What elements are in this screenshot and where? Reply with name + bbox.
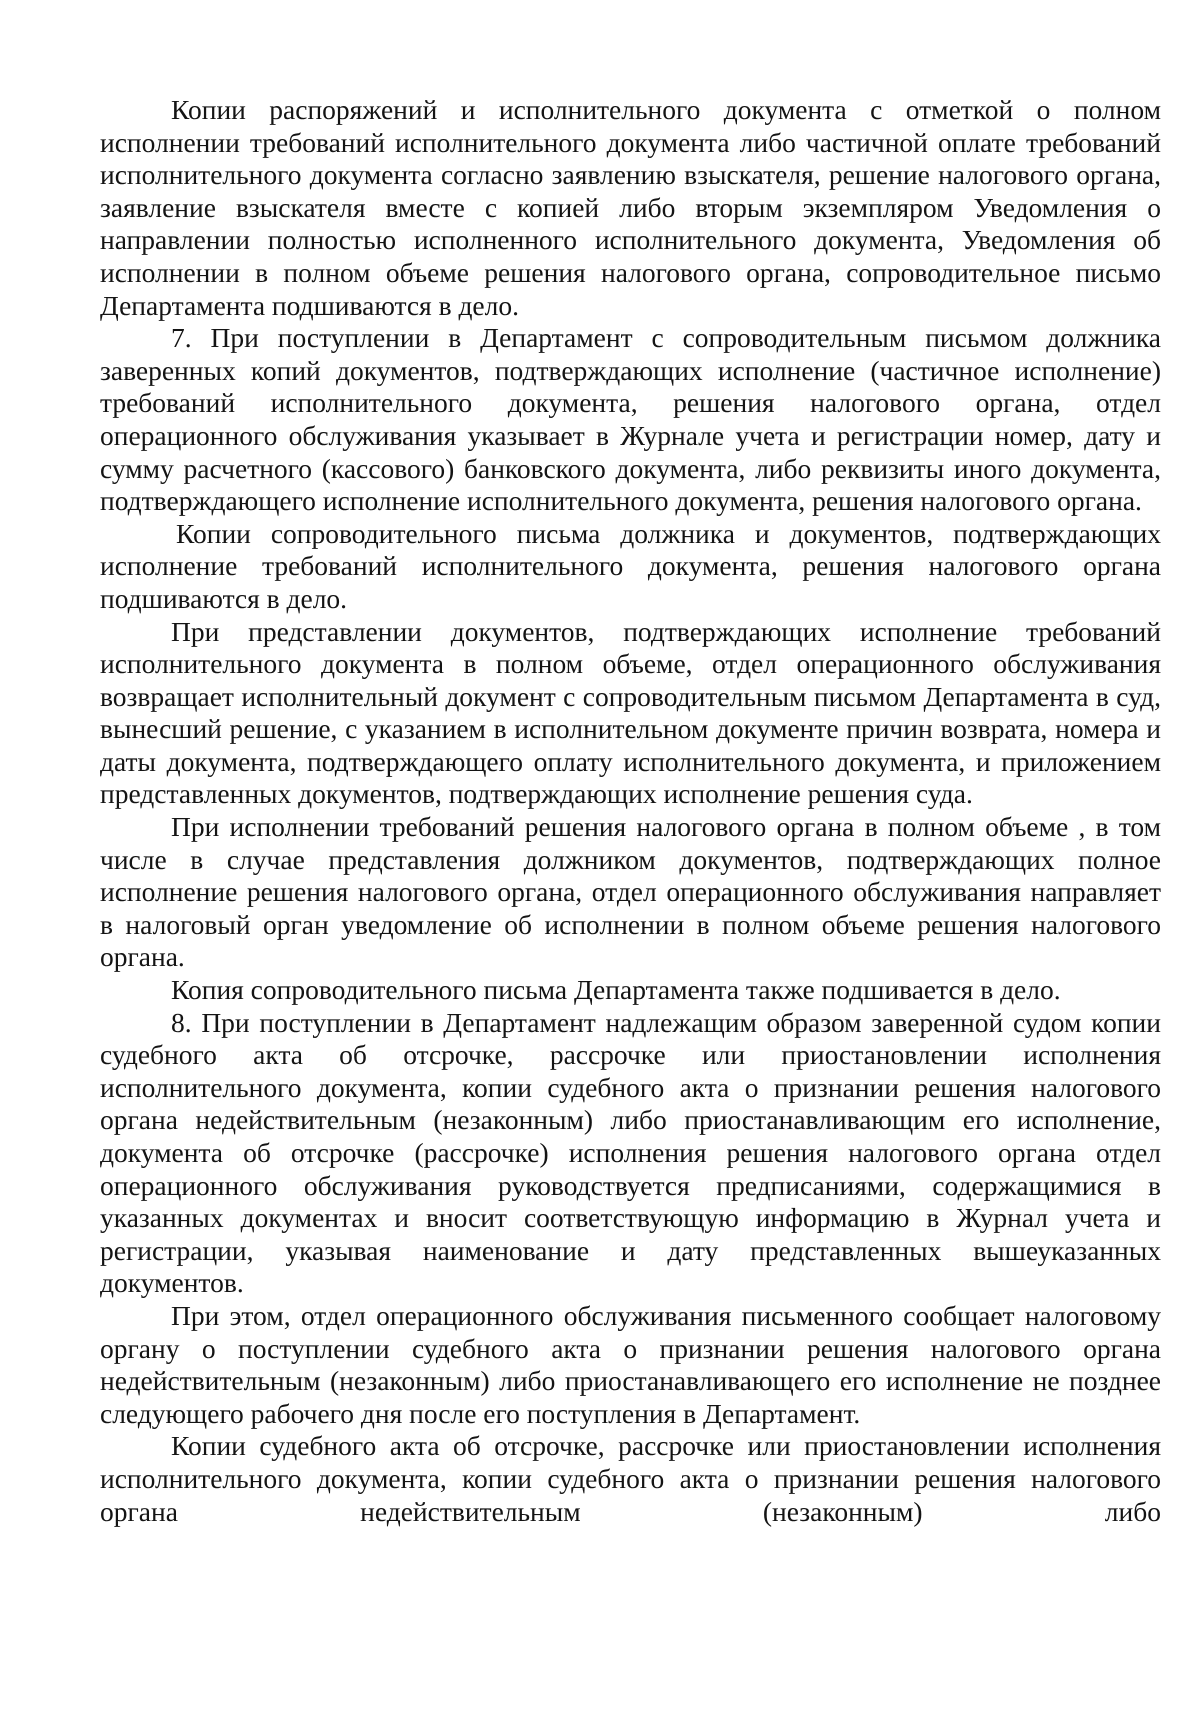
paragraph-tax-decision-performance: При исполнении требований решения налогового органа в полном объеме , в том числе в случае представления должником документов, подтверждающих полное исполнение решения налогового органа, отдел операционного обслуживания направляет в налоговый орган уведомление об исполнении в полном объеме решения налогового органа.: [100, 811, 1161, 973]
paragraph-full-performance-documents: При представлении документов, подтверждающих исполнение требований исполнительного документа в полном объеме, отдел операционного обслуживания возвращает исполнительный документ с сопроводительным письмом Департамента в суд, вынесший решение, с указанием в исполнительном документе причин возврата, номера и даты документа, подтверждающего оплату исполнительного документа, и приложением представленных документов, подтверждающих исполнение решения суда.: [100, 615, 1161, 810]
paragraph-item-8: 8. При поступлении в Департамент надлежащим образом заверенной судом копии судебного акта об отсрочке, рассрочке или приостановлении исполнения исполнительного документа, копии судебного акта о признании решения налогового органа недействительным (незаконным) либо приостанавливающим его исполнение, документа об отсрочке (рассрочке) исполнения решения налогового органа отдел операционного обслуживания руководствуется предписаниями, содержащимися в указанных документах и вносит соответствующую информацию в Журнал учета и регистрации, указывая наименование и дату представленных вышеуказанных документов.: [100, 1006, 1161, 1299]
paragraph-copies-orders: Копии распоряжений и исполнительного документа с отметкой о полном исполнении требований исполнительного документа либо частичной оплате требований исполнительного документа согласно заявлению взыскателя, решение налогового органа, заявление взыскателя вместе с копией либо вторым экземпляром Уведомления о направлении полностью исполненного исполнительного документа, Уведомления об исполнении в полном объеме решения налогового органа, сопроводительное письмо Департамента подшиваются в дело.: [100, 94, 1161, 321]
paragraph-copies-court-act: Копии судебного акта об отсрочке, рассрочке или приостановлении исполнения исполнительного документа, копии судебного акта о признании решения налогового органа недействительным (незаконным) либо: [100, 1430, 1161, 1527]
document-body: [100, 94, 1161, 1528]
paragraph-copy-cover-letter-department: Копия сопроводительного письма Департамента также подшивается в дело.: [171, 974, 1061, 1006]
paragraph-item-7: 7. При поступлении в Департамент с сопроводительным письмом должника заверенных копий документов, подтверждающих исполнение (частичное исполнение) требований исполнительного документа, решения налогового органа, отдел операционного обслуживания указывает в Журнале учета и регистрации номер, дату и сумму расчетного (кассового) банковского документа, либо реквизиты иного документа, подтверждающего исполнение исполнительного документа, решения налогового органа.: [100, 322, 1161, 517]
paragraph-notification-tax-authority: При этом, отдел операционного обслуживания письменного сообщает налоговому органу о поступлении судебного акта о признании решения налогового органа недействительным (незаконным) либо приостанавливающего его исполнение не позднее следующего рабочего дня после его поступления в Департамент.: [100, 1299, 1161, 1429]
paragraph-copies-cover-letter: Копии сопроводительного письма должника и документов, подтверждающих исполнение требований исполнительного документа, решения налогового органа подшиваются в дело.: [100, 517, 1161, 614]
